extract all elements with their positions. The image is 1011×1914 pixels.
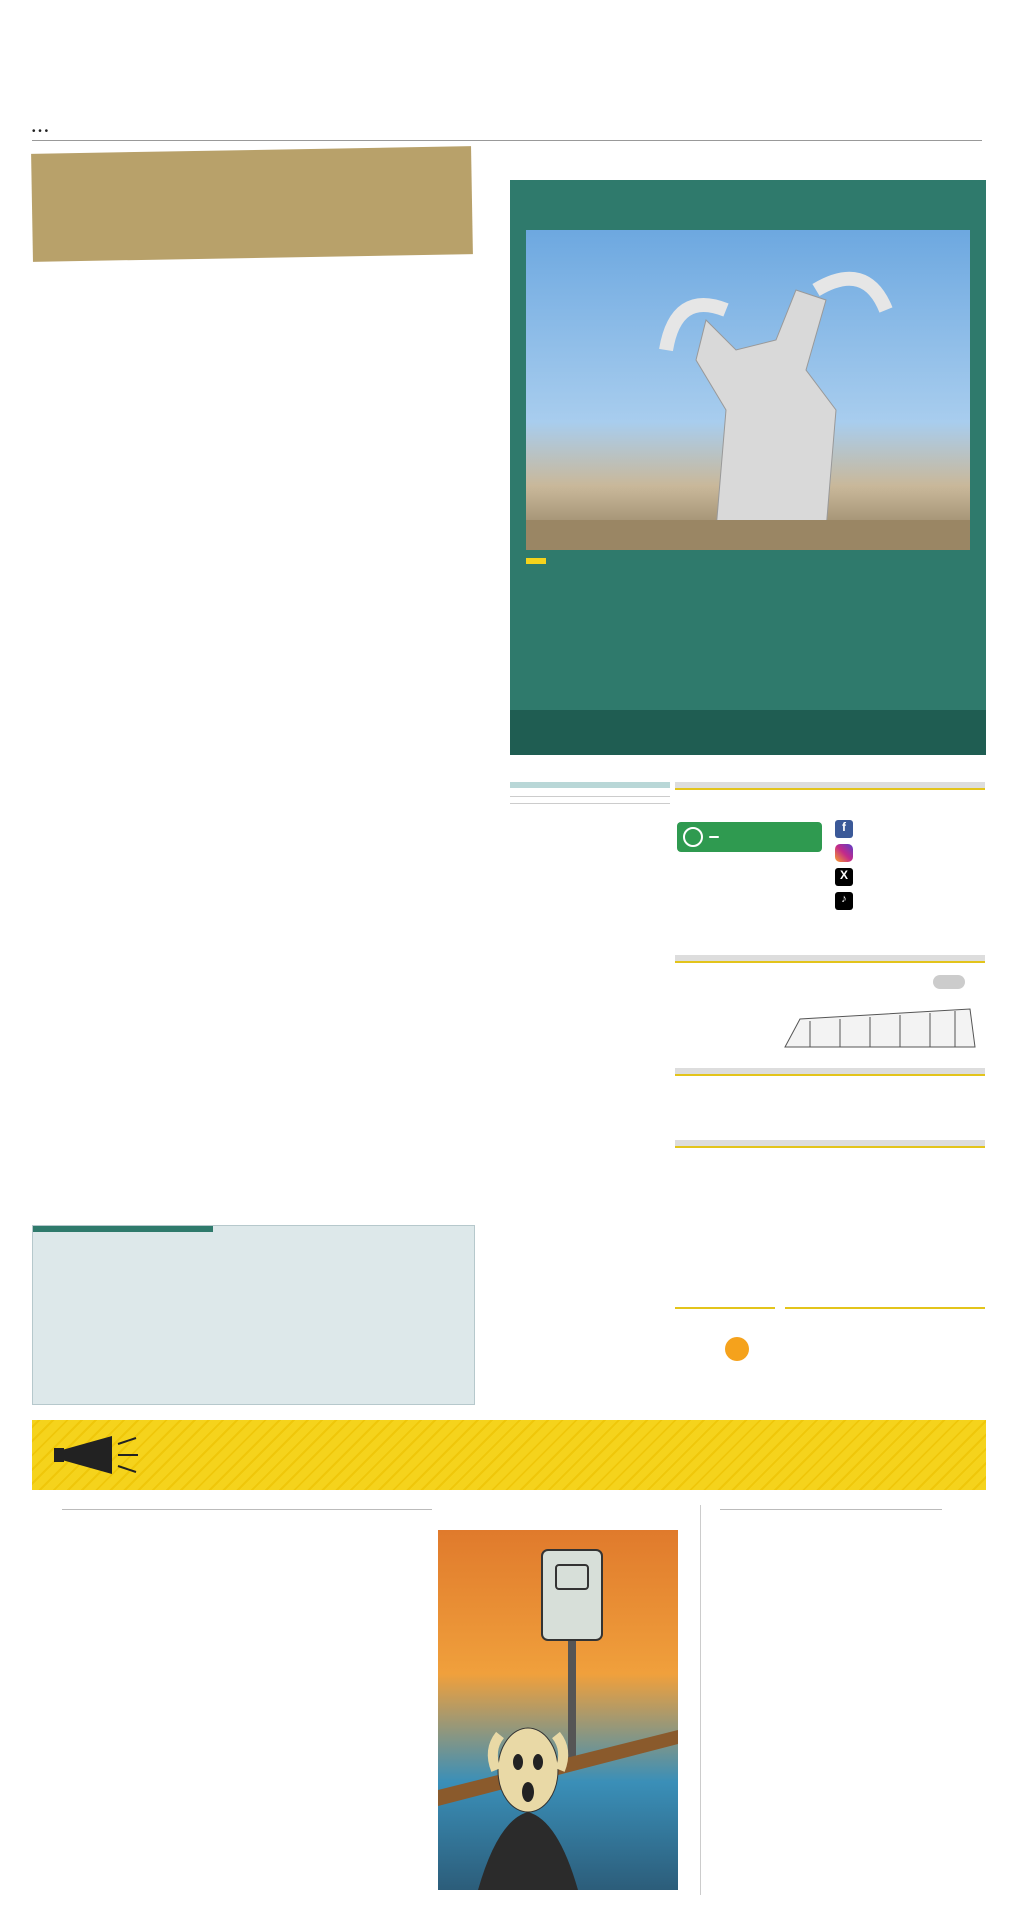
lua-box [785,1305,985,1405]
column-2 [181,310,321,316]
page-header: • • • [32,125,982,141]
scream-cartoon [438,1530,678,1890]
umidade-box [675,1068,985,1128]
cloud-icon [933,975,965,989]
sculpture-photo [526,230,970,550]
heading-raizes [510,796,670,797]
tiktok-icon: ♪ [835,892,853,910]
chifrudo-label [526,558,546,564]
isto-e-title [510,180,986,192]
heading-mulheres [510,803,670,804]
telefones-box [32,1225,475,1405]
umidade-title [675,1068,985,1076]
column-3 [330,310,475,316]
instagram-link[interactable] [835,844,985,862]
redes-title [675,782,985,790]
facebook-icon: f [835,820,853,838]
tome-nota-banner [31,146,473,262]
temperatura-title [675,1140,985,1148]
x-icon: X [835,868,853,886]
taguatinga-article [720,1505,942,1522]
column-1 [32,310,172,322]
grita-banner [32,1420,986,1490]
tiktok-link[interactable] [835,892,985,910]
ceilandia-article [62,1505,432,1522]
column-divider [700,1505,701,1895]
whatsapp-icon [683,827,703,847]
lua-title [785,1305,985,1309]
isto-e-footer [510,710,986,755]
sol-title [675,1305,775,1309]
megaphone-icon [52,1434,142,1476]
destaques-column [510,782,670,807]
temperatura-box [675,1140,985,1280]
sol-box [675,1305,775,1405]
isto-e-box [510,180,986,755]
tempo-title [675,955,985,963]
facebook-link[interactable] [835,820,985,838]
whatsapp-number [709,836,719,838]
social-links [835,820,985,910]
tempo-box [675,955,985,1055]
sun-icon [725,1337,749,1361]
sculpture-illustration [526,230,970,550]
telefones-title [33,1226,213,1232]
destaques-title [510,782,670,788]
redes-box [675,782,985,932]
building-illustration [780,989,980,1051]
x-link[interactable] [835,868,985,886]
instagram-icon [835,844,853,862]
temperatura-chart [675,1168,985,1278]
taguatinga-tag [720,1505,942,1510]
ceilandia-tag [62,1505,432,1510]
whatsapp-badge[interactable] [677,822,822,852]
